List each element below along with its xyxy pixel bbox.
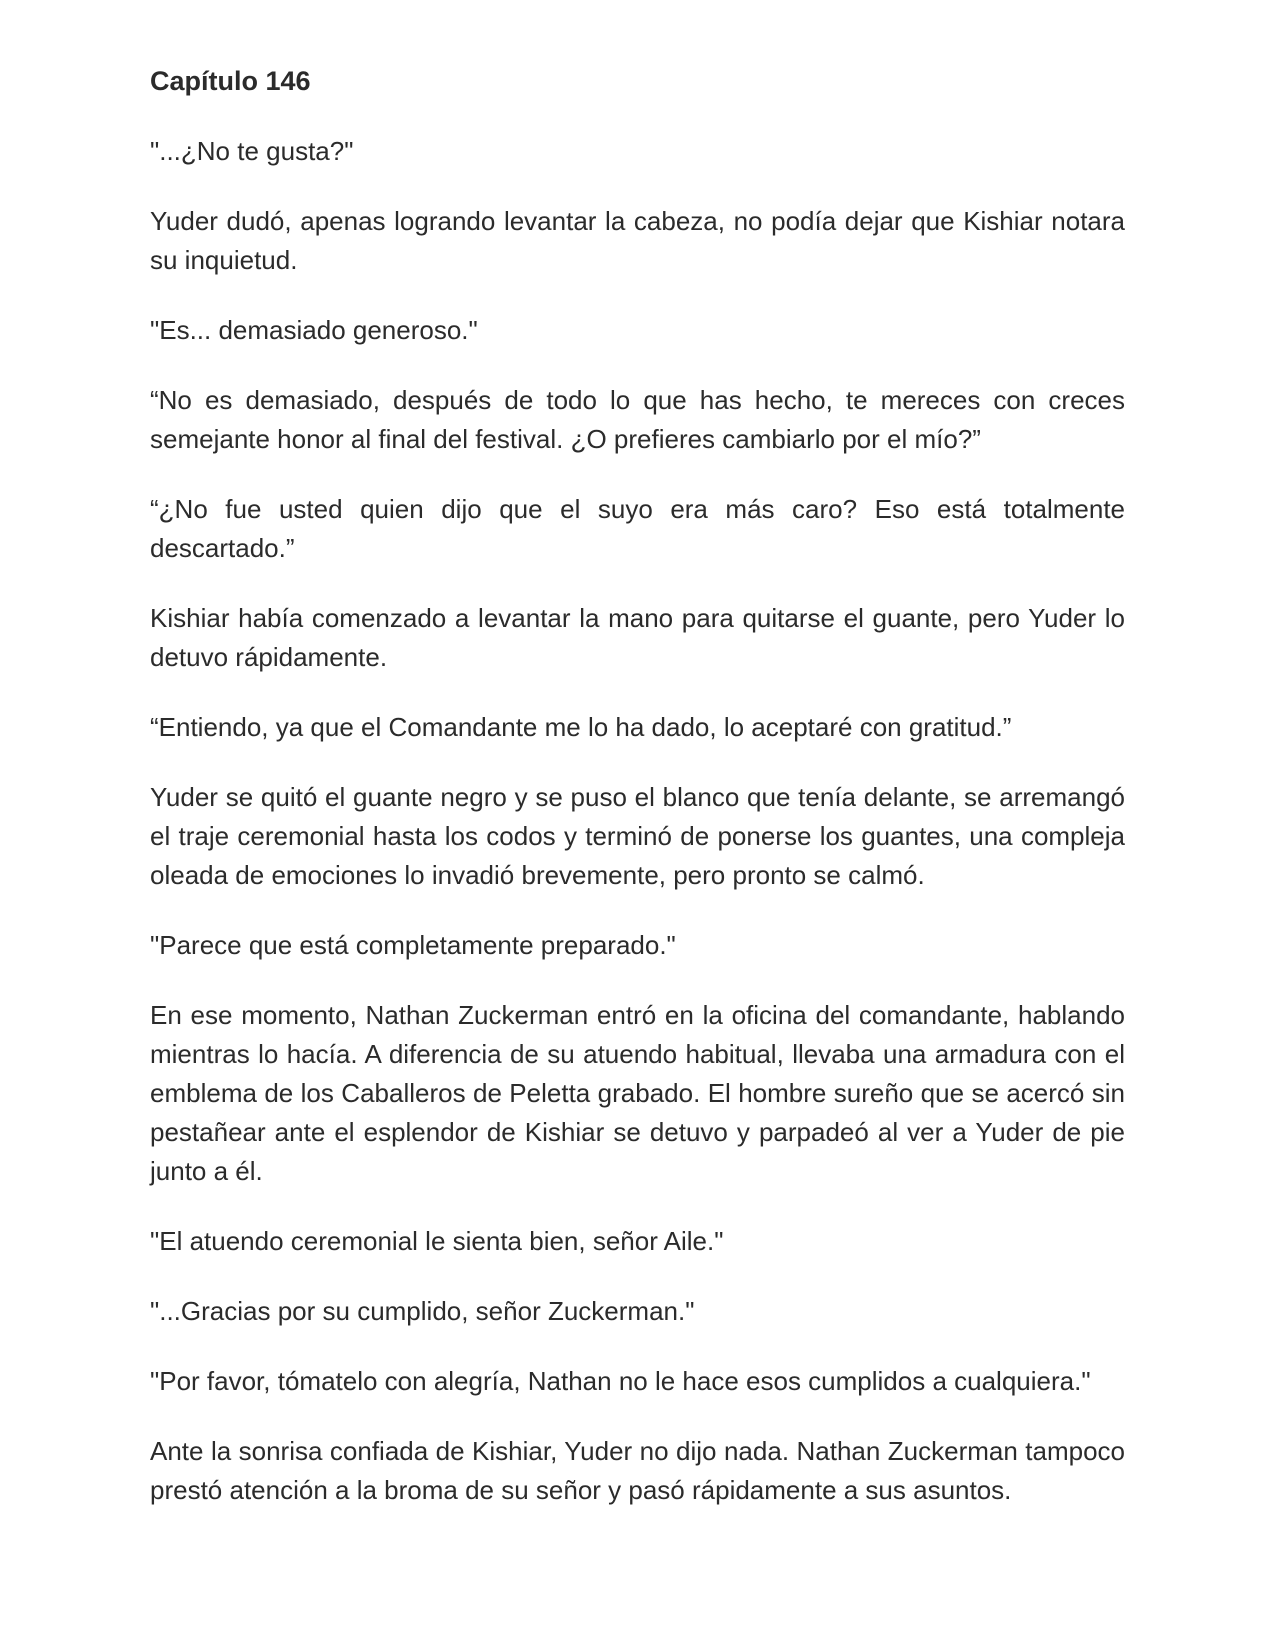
chapter-title: Capítulo 146 [150, 66, 311, 96]
paragraph: Kishiar había comenzado a levantar la mano para quitarse el guante, pero Yuder lo detuvo rápidamente. [150, 603, 1125, 672]
paragraph: "Parece que está completamente preparado." [150, 930, 676, 960]
document-page [150, 62, 1125, 1541]
paragraph: "Por favor, tómatelo con alegría, Nathan no le hace esos cumplidos a cualquiera." [150, 1366, 1091, 1396]
paragraph: Yuder se quitó el guante negro y se puso el blanco que tenía delante, se arremangó el traje ceremonial hasta los codos y terminó de ponerse los guantes, una compleja oleada de emociones lo invadió brevemente, pero pronto se calmó. [150, 782, 1125, 890]
paragraph: "El atuendo ceremonial le sienta bien, señor Aile." [150, 1226, 724, 1256]
paragraph: “¿No fue usted quien dijo que el suyo era más caro? Eso está totalmente descartado.” [150, 494, 1125, 563]
paragraph: "Es... demasiado generoso." [150, 315, 478, 345]
paragraph: “No es demasiado, después de todo lo que has hecho, te mereces con creces semejante honor al final del festival. ¿O prefieres cambiarlo por el mío?” [150, 385, 1125, 454]
paragraph: “Entiendo, ya que el Comandante me lo ha dado, lo aceptaré con gratitud.” [150, 712, 1012, 742]
paragraph: Ante la sonrisa confiada de Kishiar, Yuder no dijo nada. Nathan Zuckerman tampoco prestó atención a la broma de su señor y pasó rápidamente a sus asuntos. [150, 1436, 1125, 1505]
paragraph: En ese momento, Nathan Zuckerman entró en la oficina del comandante, hablando mientras lo hacía. A diferencia de su atuendo habitual, llevaba una armadura con el emblema de los Caballeros de Peletta grabado. El hombre sureño que se acercó sin pestañear ante el esplendor de Kishiar se detuvo y parpadeó al ver a Yuder de pie junto a él. [150, 1000, 1125, 1186]
paragraph: "...¿No te gusta?" [150, 136, 354, 166]
paragraph: "...Gracias por su cumplido, señor Zuckerman." [150, 1296, 695, 1326]
paragraph: Yuder dudó, apenas logrando levantar la cabeza, no podía dejar que Kishiar notara su inquietud. [150, 206, 1125, 275]
